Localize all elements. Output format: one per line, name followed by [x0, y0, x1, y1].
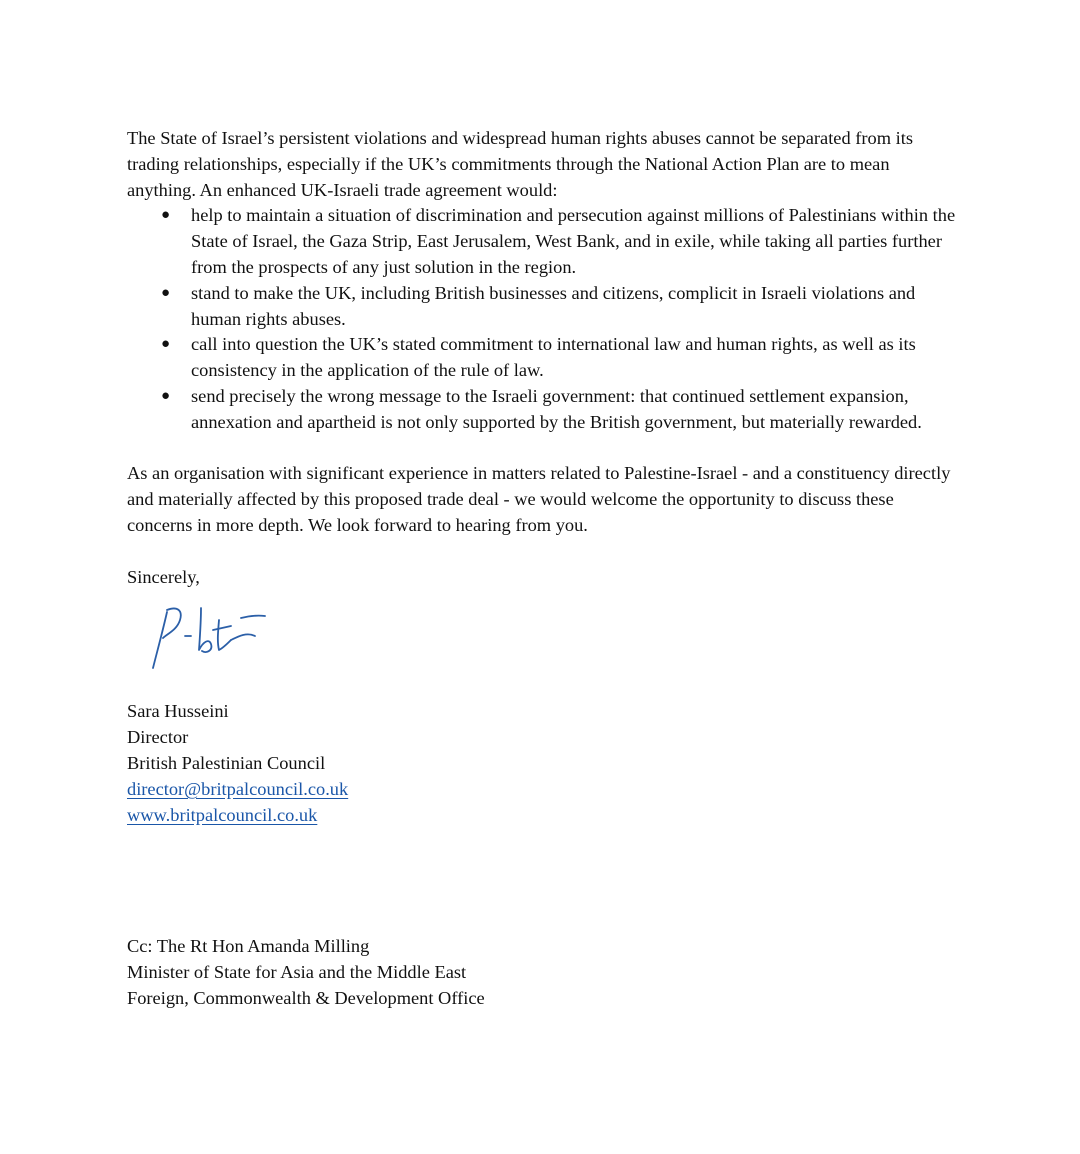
signatory-organisation: British Palestinian Council — [127, 752, 326, 773]
cc-line: Cc: The Rt Hon Amanda Milling — [127, 936, 370, 956]
handwritten-signature-icon — [145, 600, 285, 675]
intro-paragraph: The State of Israel’s persistent violations and widespread human rights abuses cannot be separated from its trading relationships, especially if the UK’s commitments through the National Action Plan are to mean anything. An enhanced UK-Israeli trade agreement would: — [127, 128, 913, 200]
bullet-icon: ● — [161, 336, 171, 353]
concerns-list — [127, 203, 957, 435]
list-item — [127, 332, 957, 384]
cc-line: Foreign, Commonwealth & Development Office — [127, 987, 485, 1008]
list-item — [127, 281, 957, 333]
cc-line: Minister of State for Asia and the Middle East — [127, 961, 467, 982]
cc-block — [127, 934, 485, 1011]
letter-body — [127, 126, 957, 828]
list-item-text: send precisely the wrong message to the Israeli government: that continued settlement expansion, annexation and apartheid is not only supported by the British government, but materially rewarded. — [191, 385, 922, 432]
list-item-text: stand to make the UK, including British businesses and citizens, complicit in Israeli violations and human rights abuses. — [191, 282, 916, 329]
signatory-role: Director — [127, 727, 189, 748]
closing-paragraph: As an organisation with significant experience in matters related to Palestine-Israel - and a constituency directly and materially affected by this proposed trade deal - we would welcome the opportunity to discuss these concerns in more depth. We look forward to hearing from you. — [127, 463, 951, 535]
website-link[interactable]: www.britpalcouncil.co.uk — [127, 804, 318, 825]
bullet-icon: ● — [161, 387, 171, 404]
list-item — [127, 203, 957, 280]
list-item-text: help to maintain a situation of discrimination and persecution against millions of Palestinians within the State of Israel, the Gaza Strip, East Jerusalem, West Bank, and in exile, while taking all parties further from the prospects of any just solution in the region. — [191, 205, 956, 277]
list-item-text: call into question the UK’s stated commitment to international law and human rights, as well as its consistency in the application of the rule of law. — [191, 334, 916, 381]
sign-off: Sincerely, — [127, 566, 200, 587]
signatory-block — [127, 699, 957, 828]
list-item — [127, 384, 957, 436]
email-link[interactable]: director@britpalcouncil.co.uk — [127, 778, 349, 799]
bullet-icon: ● — [161, 284, 171, 301]
signatory-name: Sara Husseini — [127, 701, 229, 722]
bullet-icon: ● — [161, 207, 171, 224]
